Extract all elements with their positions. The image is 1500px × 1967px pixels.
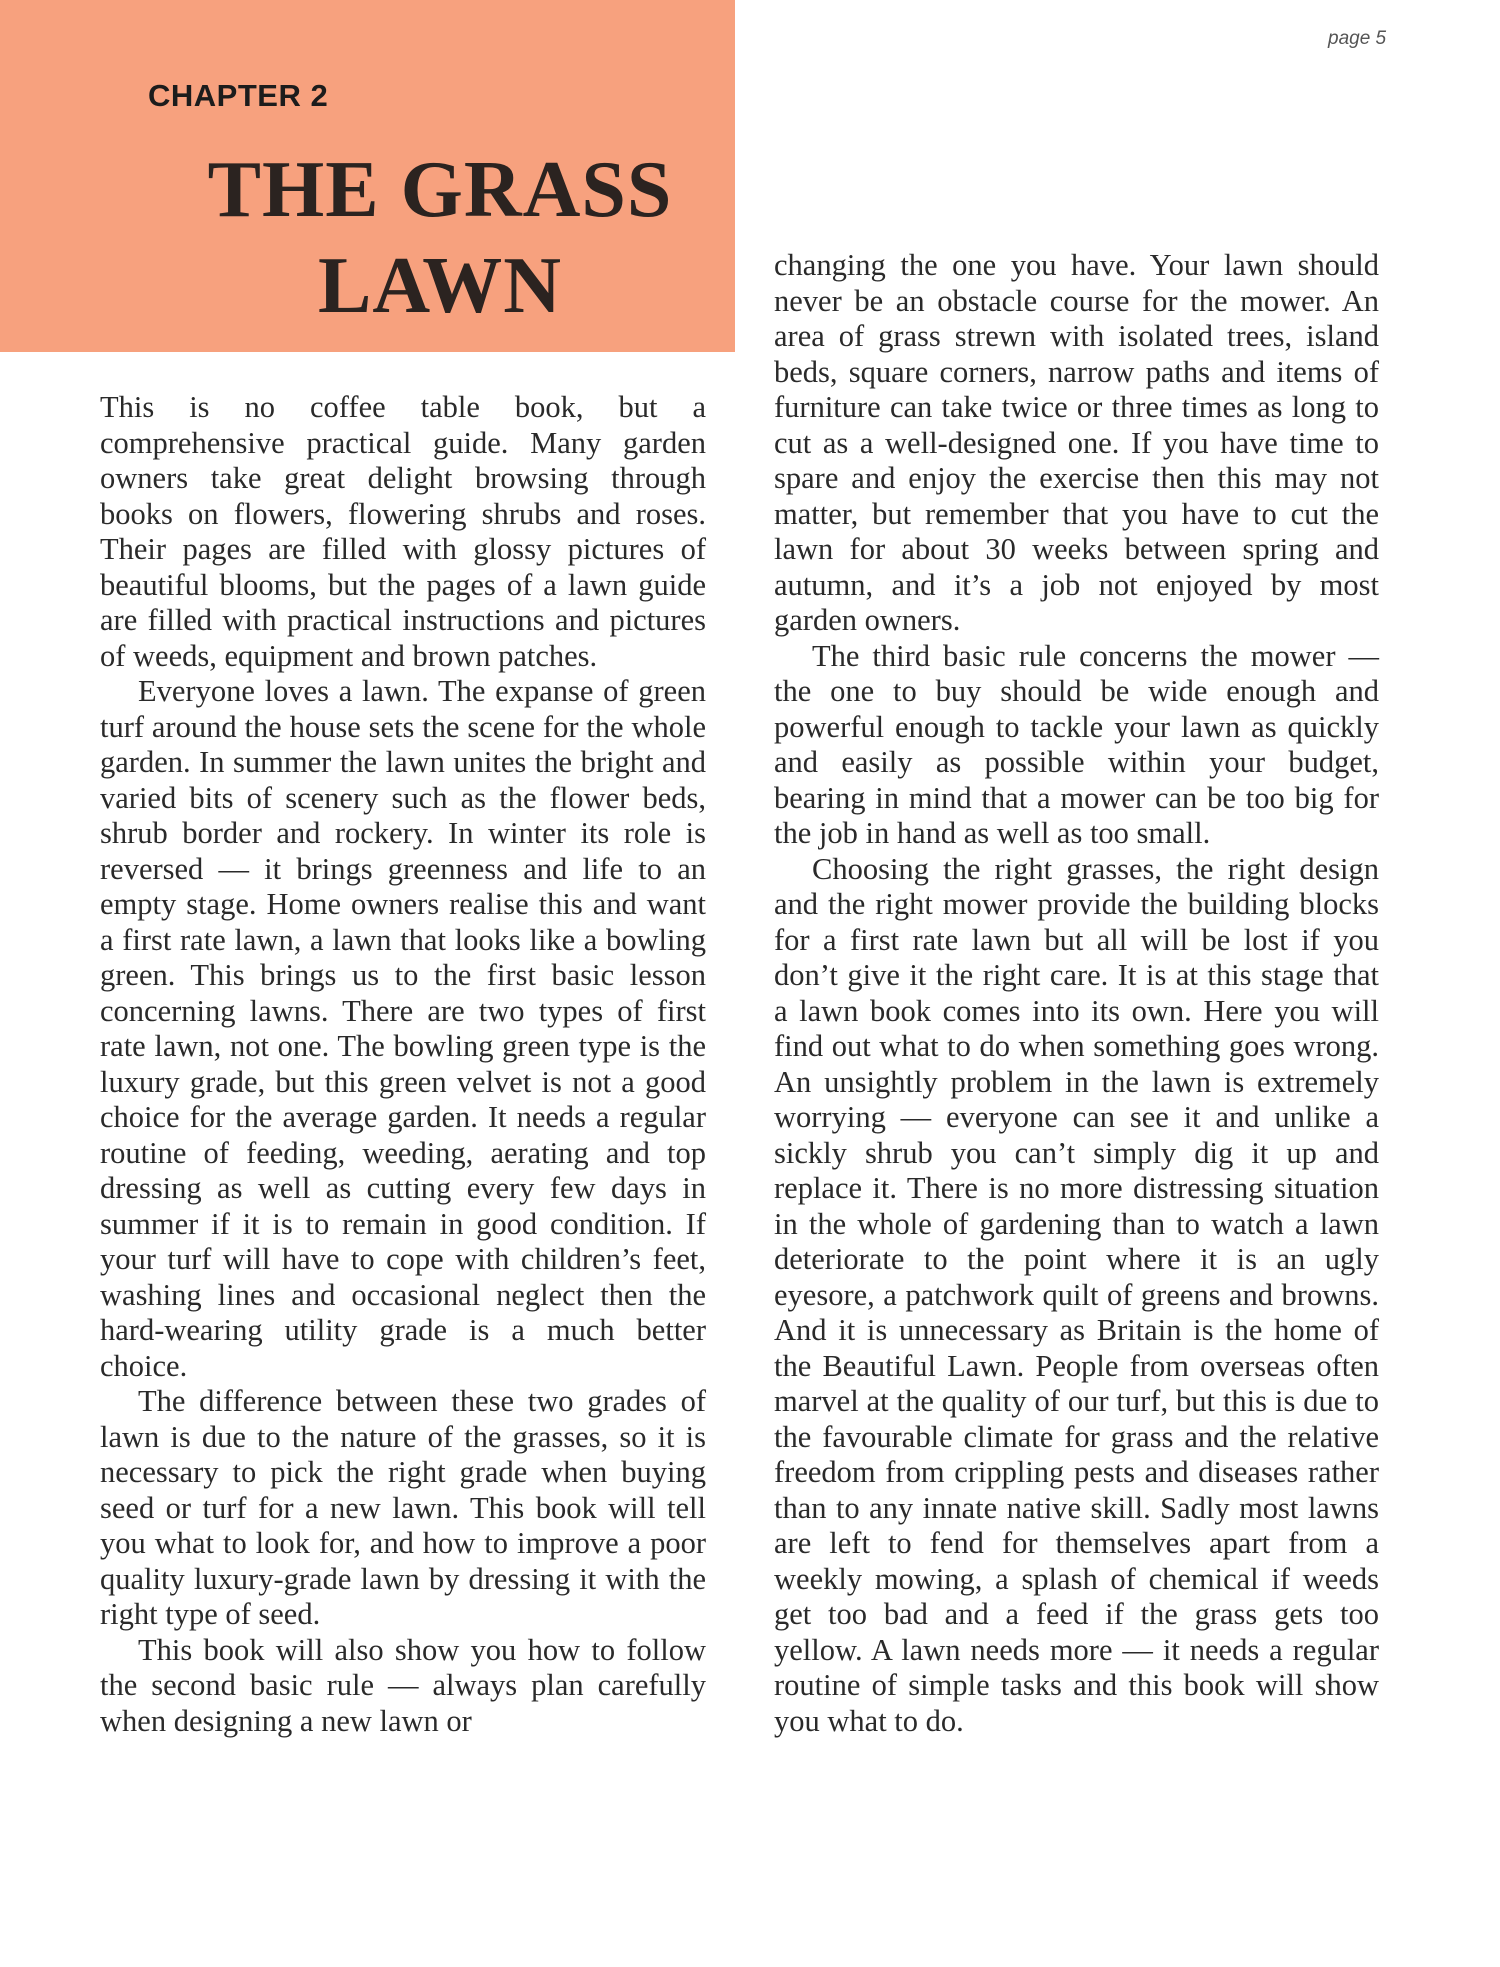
right-text-column [774,248,1379,1739]
paragraph-continued: changing the one you have. Your lawn should never be an obstacle course for the mower. An area of grass strewn with isolated trees, island beds, square corners, narrow paths and items of furniture can take twice or three times as long to cut as a well-designed one. If you have time to spare and enjoy the exercise then this may not matter, but remember that you have to cut the lawn for about 30 weeks between spring and autumn, and it’s a job not enjoyed by most garden owners. [774,248,1379,637]
page-number: page 5 [1328,28,1387,49]
paragraph-intro: This is no coffee table book, but a comprehensive practical guide. Many garden owners take great delight browsing through books on flowers, flowering shrubs and roses. Their pages are filled with glossy pictures of beautiful blooms, but the pages of a lawn guide are filled with practical instructions and pictures of weeds, equipment and brown patches. [100,390,706,673]
paragraph-second-basic-rule: This book will also show you how to follow the second basic rule — always plan carefully when designing a new lawn or [100,1632,706,1738]
left-text-column [100,390,706,1739]
chapter-title [160,142,720,334]
paragraph-everyone-loves-a-lawn: Everyone loves a lawn. The expanse of green turf around the house sets the scene for the whole garden. In summer the lawn unites the bright and varied bits of scenery such as the flower beds, shrub border and rockery. In winter its role is reversed — it brings greenness and life to an empty stage. Home owners realise this and want a first rate lawn, a lawn that looks like a bowling green. This brings us to the first basic lesson concerning lawns. There are two types of first rate lawn, not one. The bowling green type is the luxury grade, but this green velvet is not a good choice for the average garden. It needs a regular routine of feeding, weeding, aerating and top dressing as well as cutting every few days in summer if it is to remain in good condition. If your turf will have to cope with children’s feet, washing lines and occasional neglect then the hard-wearing utility grade is a much better choice. [100,674,706,1383]
chapter-title-line-2: LAWN [317,242,563,330]
paragraph-grades-of-lawn: The difference between these two grades of lawn is due to the nature of the grasses, so it is necessary to pick the right grade when buying seed or turf for a new lawn. This book will tell you what to look for, and how to improve a poor quality luxury-grade lawn by dressing it with the right type of seed. [100,1384,706,1631]
chapter-label: CHAPTER 2 [148,78,329,113]
paragraph-right-care: Choosing the right grasses, the right design and the right mower provide the building blocks for a first rate lawn but all will be lost if you don’t give it the right care. It is at this stage that a lawn book comes into its own. Here you will find out what to do when something goes wrong. An unsightly problem in the lawn is extremely worrying — everyone can see it and unlike a sickly shrub you can’t simply dig it up and replace it. There is no more distressing situation in the whole of gardening than to watch a lawn deteriorate to the point where it is an ugly eyesore, a patchwork quilt of greens and browns. And it is unnecessary as Britain is the home of the Beautiful Lawn. People from overseas often marvel at the quality of our turf, but this is due to the favourable climate for grass and the relative freedom from crippling pests and diseases rather than to any innate native skill. Sadly most lawns are left to fend for themselves apart from a weekly mowing, a splash of chemical if weeds get too bad and a feed if the grass gets too yellow. A lawn needs more — it needs a regular routine of simple tasks and this book will show you what to do. [774,851,1379,1738]
chapter-title-line-1: THE GRASS [207,146,673,234]
paragraph-third-basic-rule: The third basic rule concerns the mower — the one to buy should be wide enough and powerful enough to tackle your lawn as quickly and easily as possible within your budget, bearing in mind that a mower can be too big for the job in hand as well as too small. [774,638,1379,850]
chapter-header [0,0,735,352]
